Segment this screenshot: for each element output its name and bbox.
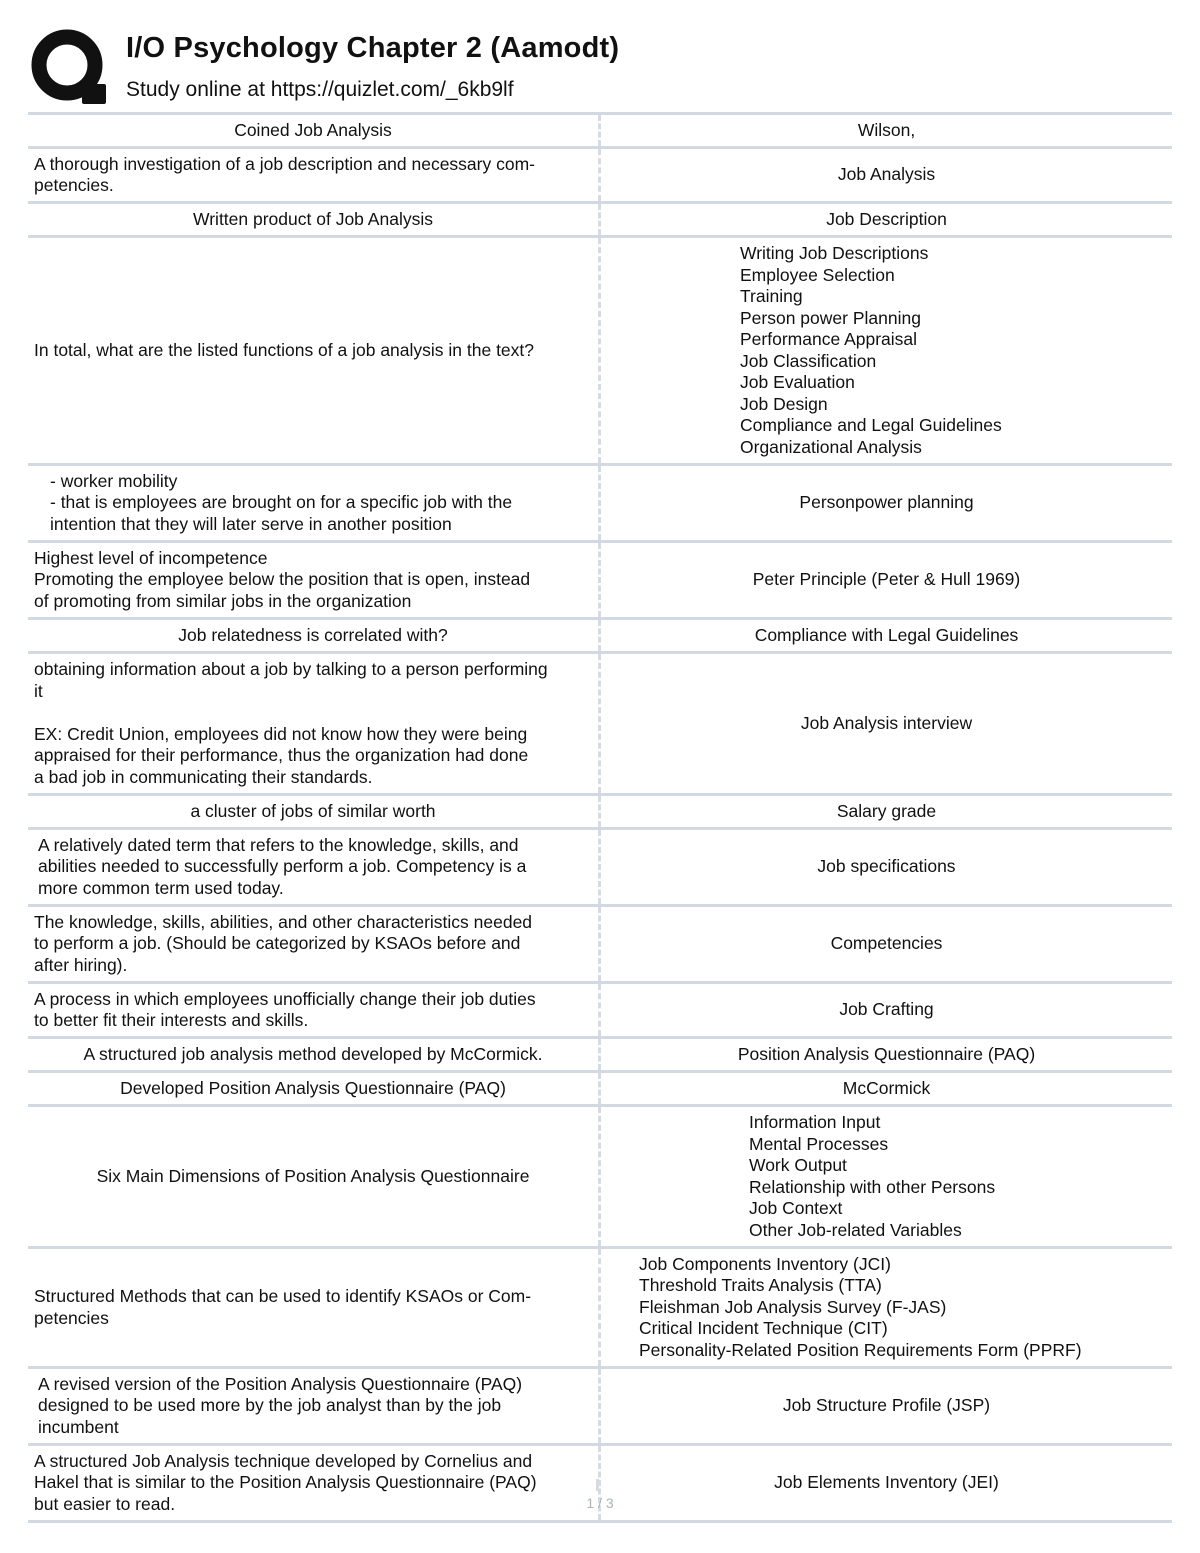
term-cell: The knowledge, skills, abilities, and other characteristics needed to perform a job. (Should be categorized by KSAOs before and after hiring). bbox=[34, 911, 533, 975]
term-cell: Developed Position Analysis Questionnaire (PAQ) bbox=[120, 1077, 506, 1098]
table-row bbox=[28, 466, 1172, 543]
flashcard-table bbox=[28, 112, 1172, 1523]
definition-cell: Personpower planning bbox=[598, 466, 1172, 540]
term-cell: A revised version of the Position Analysis Questionnaire (PAQ) designed to be used more by the job analyst than by the job incumbent bbox=[38, 1373, 523, 1437]
definition-cell: Job specifications bbox=[598, 830, 1172, 904]
table-row bbox=[28, 1369, 1172, 1446]
table-row bbox=[28, 1446, 1172, 1523]
definition-cell: Job Elements Inventory (JEI) bbox=[598, 1446, 1172, 1520]
table-row bbox=[28, 830, 1172, 907]
term-cell: obtaining information about a job by talking to a person performing it EX: Credit Union, employees did not know how they were being appraised for their performance, thus the organization had done a bad job in communicating their standards. bbox=[34, 659, 548, 787]
definition-cell bbox=[598, 238, 1172, 463]
term-cell: Coined Job Analysis bbox=[234, 119, 392, 140]
definition-cell: Job Structure Profile (JSP) bbox=[598, 1369, 1172, 1443]
term-cell: A thorough investigation of a job description and necessary com- petencies. bbox=[34, 153, 535, 195]
definition-cell: Peter Principle (Peter & Hull 1969) bbox=[598, 543, 1172, 617]
table-row bbox=[28, 654, 1172, 796]
table-row bbox=[28, 115, 1172, 149]
definition-cell bbox=[598, 1107, 1172, 1246]
term-cell: Written product of Job Analysis bbox=[193, 208, 433, 229]
definition-list: Writing Job Descriptions Employee Selection Training Person power Planning Performance Appraisal Job Classification Job Evaluation Job Design Compliance and Legal Guidelines Organizational Analysis bbox=[740, 243, 1002, 457]
term-cell: In total, what are the listed functions of a job analysis in the text? bbox=[34, 339, 535, 360]
definition-cell: Compliance with Legal Guidelines bbox=[598, 620, 1172, 651]
table-row bbox=[28, 204, 1172, 238]
table-row bbox=[28, 1039, 1172, 1073]
term-cell: Structured Methods that can be used to identify KSAOs or Com- petencies bbox=[34, 1286, 532, 1328]
term-cell: A structured job analysis method developed by McCormick. bbox=[83, 1043, 543, 1064]
term-cell: Six Main Dimensions of Position Analysis Questionnaire bbox=[96, 1165, 530, 1186]
definition-cell: Job Analysis bbox=[598, 149, 1172, 201]
table-row bbox=[28, 796, 1172, 830]
table-row bbox=[28, 620, 1172, 654]
term-cell: A relatively dated term that refers to the knowledge, skills, and abilities needed to successfully perform a job. Competency is a more common term used today. bbox=[38, 834, 527, 898]
term-cell: a cluster of jobs of similar worth bbox=[190, 800, 436, 821]
term-cell: A structured Job Analysis technique developed by Cornelius and Hakel that is similar to the Position Analysis Questionnaire (PAQ) but easier to read. bbox=[34, 1450, 537, 1514]
definition-cell: Competencies bbox=[598, 907, 1172, 981]
definition-list: Job Components Inventory (JCI) Threshold Traits Analysis (TTA) Fleishman Job Analysis Survey (F-JAS) Critical Incident Technique (CIT) Personality-Related Position Requirements Form (PPRF) bbox=[639, 1253, 1082, 1360]
table-row bbox=[28, 149, 1172, 204]
table-row bbox=[28, 543, 1172, 620]
definition-cell: Position Analysis Questionnaire (PAQ) bbox=[598, 1039, 1172, 1070]
quizlet-logo-icon bbox=[30, 28, 108, 106]
term-cell: - worker mobility - that is employees are brought on for a specific job with the intention that they will later serve in another position bbox=[50, 470, 513, 534]
term-cell: Highest level of incompetence Promoting the employee below the position that is open, instead of promoting from similar jobs in the organization bbox=[34, 547, 531, 611]
definition-cell: Job Crafting bbox=[598, 984, 1172, 1036]
definition-cell: Wilson, bbox=[598, 115, 1172, 146]
table-row bbox=[28, 1249, 1172, 1369]
page-number: 1 / 3 bbox=[586, 1495, 614, 1511]
term-cell: Job relatedness is correlated with? bbox=[178, 624, 448, 645]
table-row bbox=[28, 1107, 1172, 1249]
table-row bbox=[28, 1073, 1172, 1107]
table-row bbox=[28, 984, 1172, 1039]
definition-cell: McCormick bbox=[598, 1073, 1172, 1104]
page-title: I/O Psychology Chapter 2 (Aamodt) bbox=[126, 32, 620, 64]
study-link[interactable]: Study online at https://quizlet.com/_6kb9lf bbox=[126, 78, 514, 101]
definition-cell bbox=[598, 1249, 1172, 1366]
term-cell: A process in which employees unofficially change their job duties to better fit their interests and skills. bbox=[34, 988, 536, 1030]
table-row bbox=[28, 238, 1172, 466]
definition-cell: Job Analysis interview bbox=[598, 654, 1172, 793]
definition-list: Information Input Mental Processes Work Output Relationship with other Persons Job Context Other Job-related Variables bbox=[749, 1112, 996, 1240]
definition-cell: Salary grade bbox=[598, 796, 1172, 827]
definition-cell: Job Description bbox=[598, 204, 1172, 235]
column-divider-end bbox=[596, 1479, 599, 1491]
table-row bbox=[28, 907, 1172, 984]
